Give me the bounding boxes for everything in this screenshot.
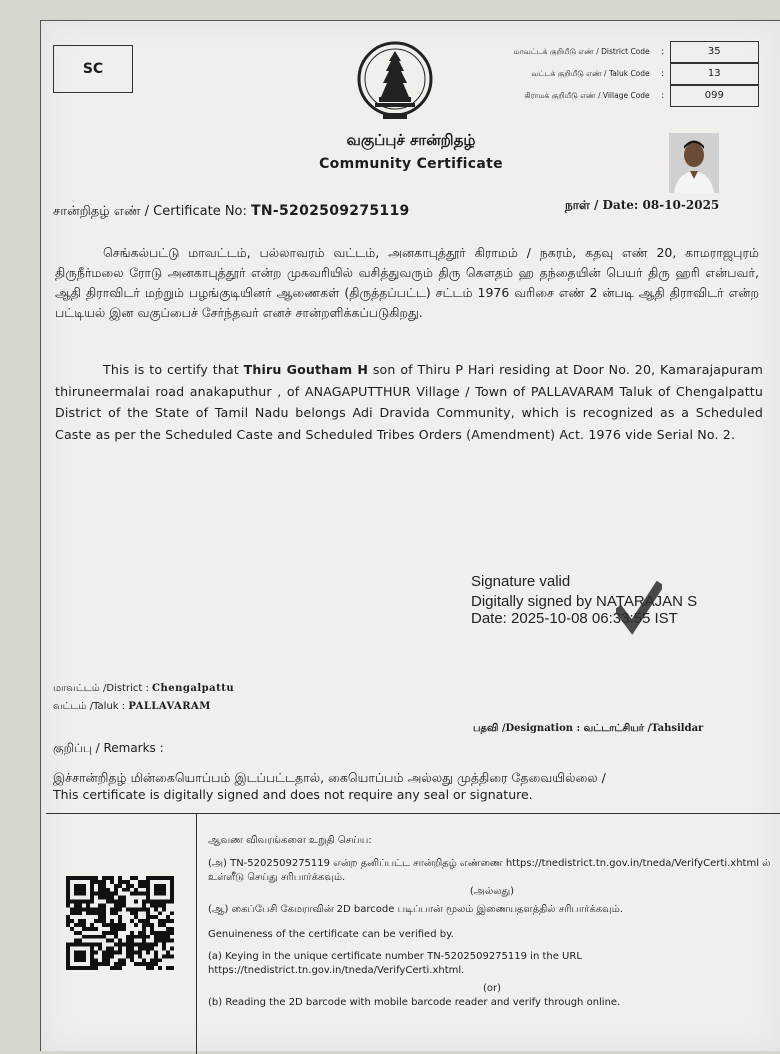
certificate-sheet [40, 20, 780, 1051]
verify-heading-english: Genuineness of the certificate can be verified by. [208, 929, 454, 940]
verify-option-a-tamil: (அ) TN-5202509275119 என்ற தனிப்பட்ட சான்றிதழ் எண்ணை https://tnedistrict.tn.gov.in/tneda/VerifyCerti.xhtml ல் உள்ளீடு செய்து சரிபார்க்கவும். [208, 858, 771, 883]
taluk-code-label: வட்டக் குறியீடு எண் / Taluk Code [531, 69, 650, 78]
english-paragraph [55, 359, 763, 445]
signature-date: Date: 2025-10-08 06:33:55 IST [471, 610, 678, 627]
district-line [53, 683, 234, 695]
signature-valid: Signature valid [471, 573, 571, 590]
district-label: மாவட்டம் /District : [53, 683, 149, 694]
verify-heading-tamil: ஆவண விவரங்களை உறுதி செய்ய: [208, 835, 372, 846]
district-code-row [439, 41, 759, 63]
signature-note [53, 769, 773, 803]
tamil-nadu-emblem-icon [353, 39, 437, 123]
digital-signature-block [471, 573, 697, 627]
signed-by: Digitally signed by NATARAJAN S [471, 593, 698, 610]
applicant-photo [669, 133, 719, 193]
taluk-code-value: 13 [670, 63, 759, 85]
applicant-name: Thiru Goutham H [243, 362, 369, 377]
designation: பதவி /Designation : வட்டாட்சியர் /Tahsildar [473, 723, 704, 734]
village-code-row [439, 85, 759, 107]
english-text-start: This is to certify that [103, 362, 244, 377]
community-box: SC [53, 45, 133, 93]
verify-or-english: (or) [482, 983, 502, 994]
qr-code[interactable] [66, 876, 174, 970]
taluk-value: PALLAVARAM [128, 701, 211, 712]
note-tamil: இச்சான்றிதழ் மின்கையொப்பம் இடப்பட்டதால், கையொப்பம் அல்லது முத்திரை தேவையில்லை / [53, 770, 606, 785]
verification-text [208, 834, 776, 1010]
taluk-line [53, 701, 211, 713]
colon: : [661, 69, 665, 79]
verification-section [46, 813, 780, 1054]
date-label: நாள் / Date: [565, 198, 639, 212]
colon: : [661, 91, 665, 101]
colon: : [661, 47, 665, 57]
taluk-label: வட்டம் /Taluk : [53, 701, 126, 712]
code-table [439, 41, 759, 107]
signature-check-icon [616, 581, 662, 637]
tamil-paragraph: செங்கல்பட்டு மாவட்டம், பல்லாவரம் வட்டம், அனகாபுத்தூர் கிராமம் / நகரம், கதவு எண் 20, காமராஜபுரம் திருநீர்மலை ரோடு அனகாபுத்தூர் என்ற முகவரியில் வசித்துவரும் திரு கௌதம் ஹ தந்தையின் பெயர் திரு ஹரி என்பவர், ஆதி திராவிடர் மற்றும் பழங்குடியினர் ஆணைகள் (திருத்தப்பட்ட) சட்டம் 1976 வரிசை எண் 2 ன்படி ஆதி திராவிடர் என்ற பட்டியல் இன வகுப்பைச் சேர்ந்தவர் எனச் சான்றளிக்கப்படுகிறது. [55, 245, 759, 320]
taluk-code-row [439, 63, 759, 85]
village-code-value: 099 [670, 85, 759, 107]
certificate-number: TN-5202509275119 [251, 203, 410, 219]
district-code-value: 35 [670, 41, 759, 63]
english-text-rest: son of Thiru P Hari residing at Door No. 20, Kamarajapuram thiruneermalai road anakaputhur , of ANAGAPUTTHUR Village / Town of PALLAVARAM Taluk of Chengalpattu District of the State of Tamil Nadu belongs Adi Dravida Community, which is recognized as a Scheduled Caste as per the Scheduled Caste and Scheduled Tribes Orders (Amendment) Act. 1976 vide Serial No. 2. [55, 362, 763, 442]
verify-or-tamil: (அல்லது) [469, 886, 515, 897]
certificate-number-label: சான்றிதழ் எண் / Certificate No: [53, 204, 247, 219]
date-line [565, 198, 719, 214]
note-english: This certificate is digitally signed and does not require any seal or signature. [53, 787, 533, 802]
qr-column [46, 814, 197, 1054]
certificate-number-line [53, 203, 410, 220]
district-value: Chengalpattu [152, 683, 235, 694]
village-code-label: கிராமக் குறியீடு எண் / Village Code [524, 91, 650, 100]
title-tamil: வகுப்புச் சான்றிதழ் [346, 131, 476, 149]
remarks-label: குறிப்பு / Remarks : [53, 741, 164, 755]
verify-option-b-tamil: (ஆ) கைப்பேசி கேமராவின் 2D barcode படிப்பான் மூலம் இணையதளத்தில் சரிபார்க்கவும். [208, 904, 623, 915]
district-code-label: மாவட்டக் குறியீடு எண் / District Code [513, 47, 650, 56]
title-english: Community Certificate [319, 156, 503, 172]
verify-option-b-english: (b) Reading the 2D barcode with mobile barcode reader and verify through online. [208, 997, 621, 1008]
certificate-date: 08-10-2025 [642, 198, 720, 212]
verify-option-a-english: (a) Keying in the unique certificate number TN-5202509275119 in the URL https://tnedistrict.tn.gov.in/tneda/VerifyCerti.xhtml. [208, 951, 582, 976]
